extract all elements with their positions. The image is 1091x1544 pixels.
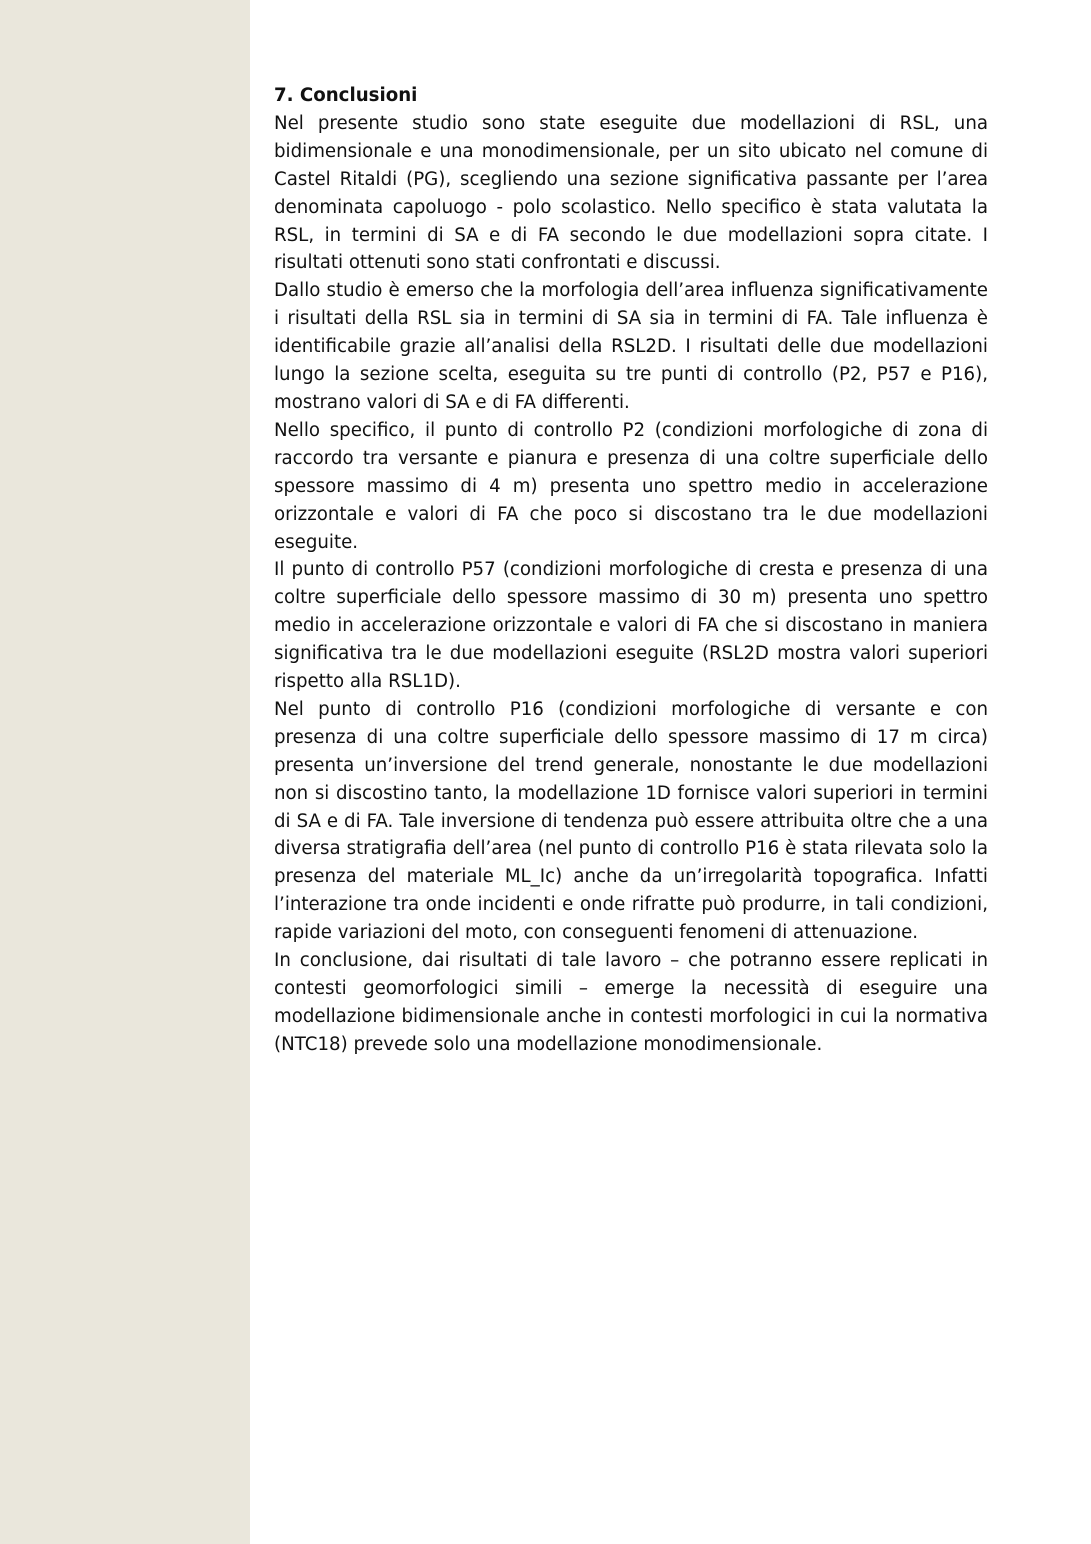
paragraph-morphology: Dallo studio è emerso che la morfologia dell’area influenza significativamente i risultati della RSL sia in termini di SA sia in termini di FA. Tale influenza è identificabile grazie all’analisi della RSL2D. I risultati delle due modellazioni lungo la sezione scelta, eseguita su tre punti di controllo (P2, P57 e P16), mostrano valori di SA e di FA differenti.	[274, 280, 988, 413]
document-page	[274, 82, 988, 1059]
left-margin-band	[0, 0, 250, 1544]
paragraph-conclusion: In conclusione, dai risultati di tale lavoro – che potranno essere replicati in contesti geomorfologici simili – emerge la necessità di eseguire una modellazione bidimensionale anche in contesti morfologici in cui la normativa (NTC18) prevede solo una modellazione monodimensionale.	[274, 950, 988, 1055]
paragraph-p2: Nello specifico, il punto di controllo P2 (condizioni morfologiche di zona di raccordo tra versante e pianura e presenza di una coltre superficiale dello spessore massimo di 4 m) presenta uno spettro medio in accelerazione orizzontale e valori di FA che poco si discostano tra le due modellazioni eseguite.	[274, 419, 988, 553]
paragraph-p16: Nel punto di controllo P16 (condizioni morfologiche di versante e con presenza di una coltre superficiale dello spessore massimo di 17 m circa) presenta un’inversione del trend generale, nonostante le due modellazioni non si discostino tanto, la modellazione 1D fornisce valori superiori in termini di SA e di FA. Tale inversione di tendenza può essere attribuita oltre che a una diversa stratigrafia dell’area (nel punto di controllo P16 è stata rilevata solo la presenza del materiale ML_Ic) anche da un’irregolarità topografica. Infatti l’interazione tra onde incidenti e onde rifratte può produrre, in tali condizioni, rapide variazioni del moto, con conseguenti fenomeni di attenuazione.	[274, 698, 988, 944]
section-heading: 7. Conclusioni	[274, 85, 418, 106]
paragraph-intro: Nel presente studio sono state eseguite due modellazioni di RSL, una bidimensionale e una monodimensionale, per un sito ubicato nel comune di Castel Ritaldi (PG), scegliendo una sezione significativa passante per l’area denominata capoluogo - polo scolastico. Nello specifico è stata valutata la RSL, in termini di SA e di FA secondo le due modellazioni sopra citate. I risultati ottenuti sono stati confrontati e discussi.	[274, 112, 988, 274]
paragraph-p57: Il punto di controllo P57 (condizioni morfologiche di cresta e presenza di una coltre superficiale dello spessore massimo di 30 m) presenta uno spettro medio in accelerazione orizzontale e valori di FA che si discostano in maniera significativa tra le due modellazioni eseguite (RSL2D mostra valori superiori rispetto alla RSL1D).	[274, 559, 988, 693]
